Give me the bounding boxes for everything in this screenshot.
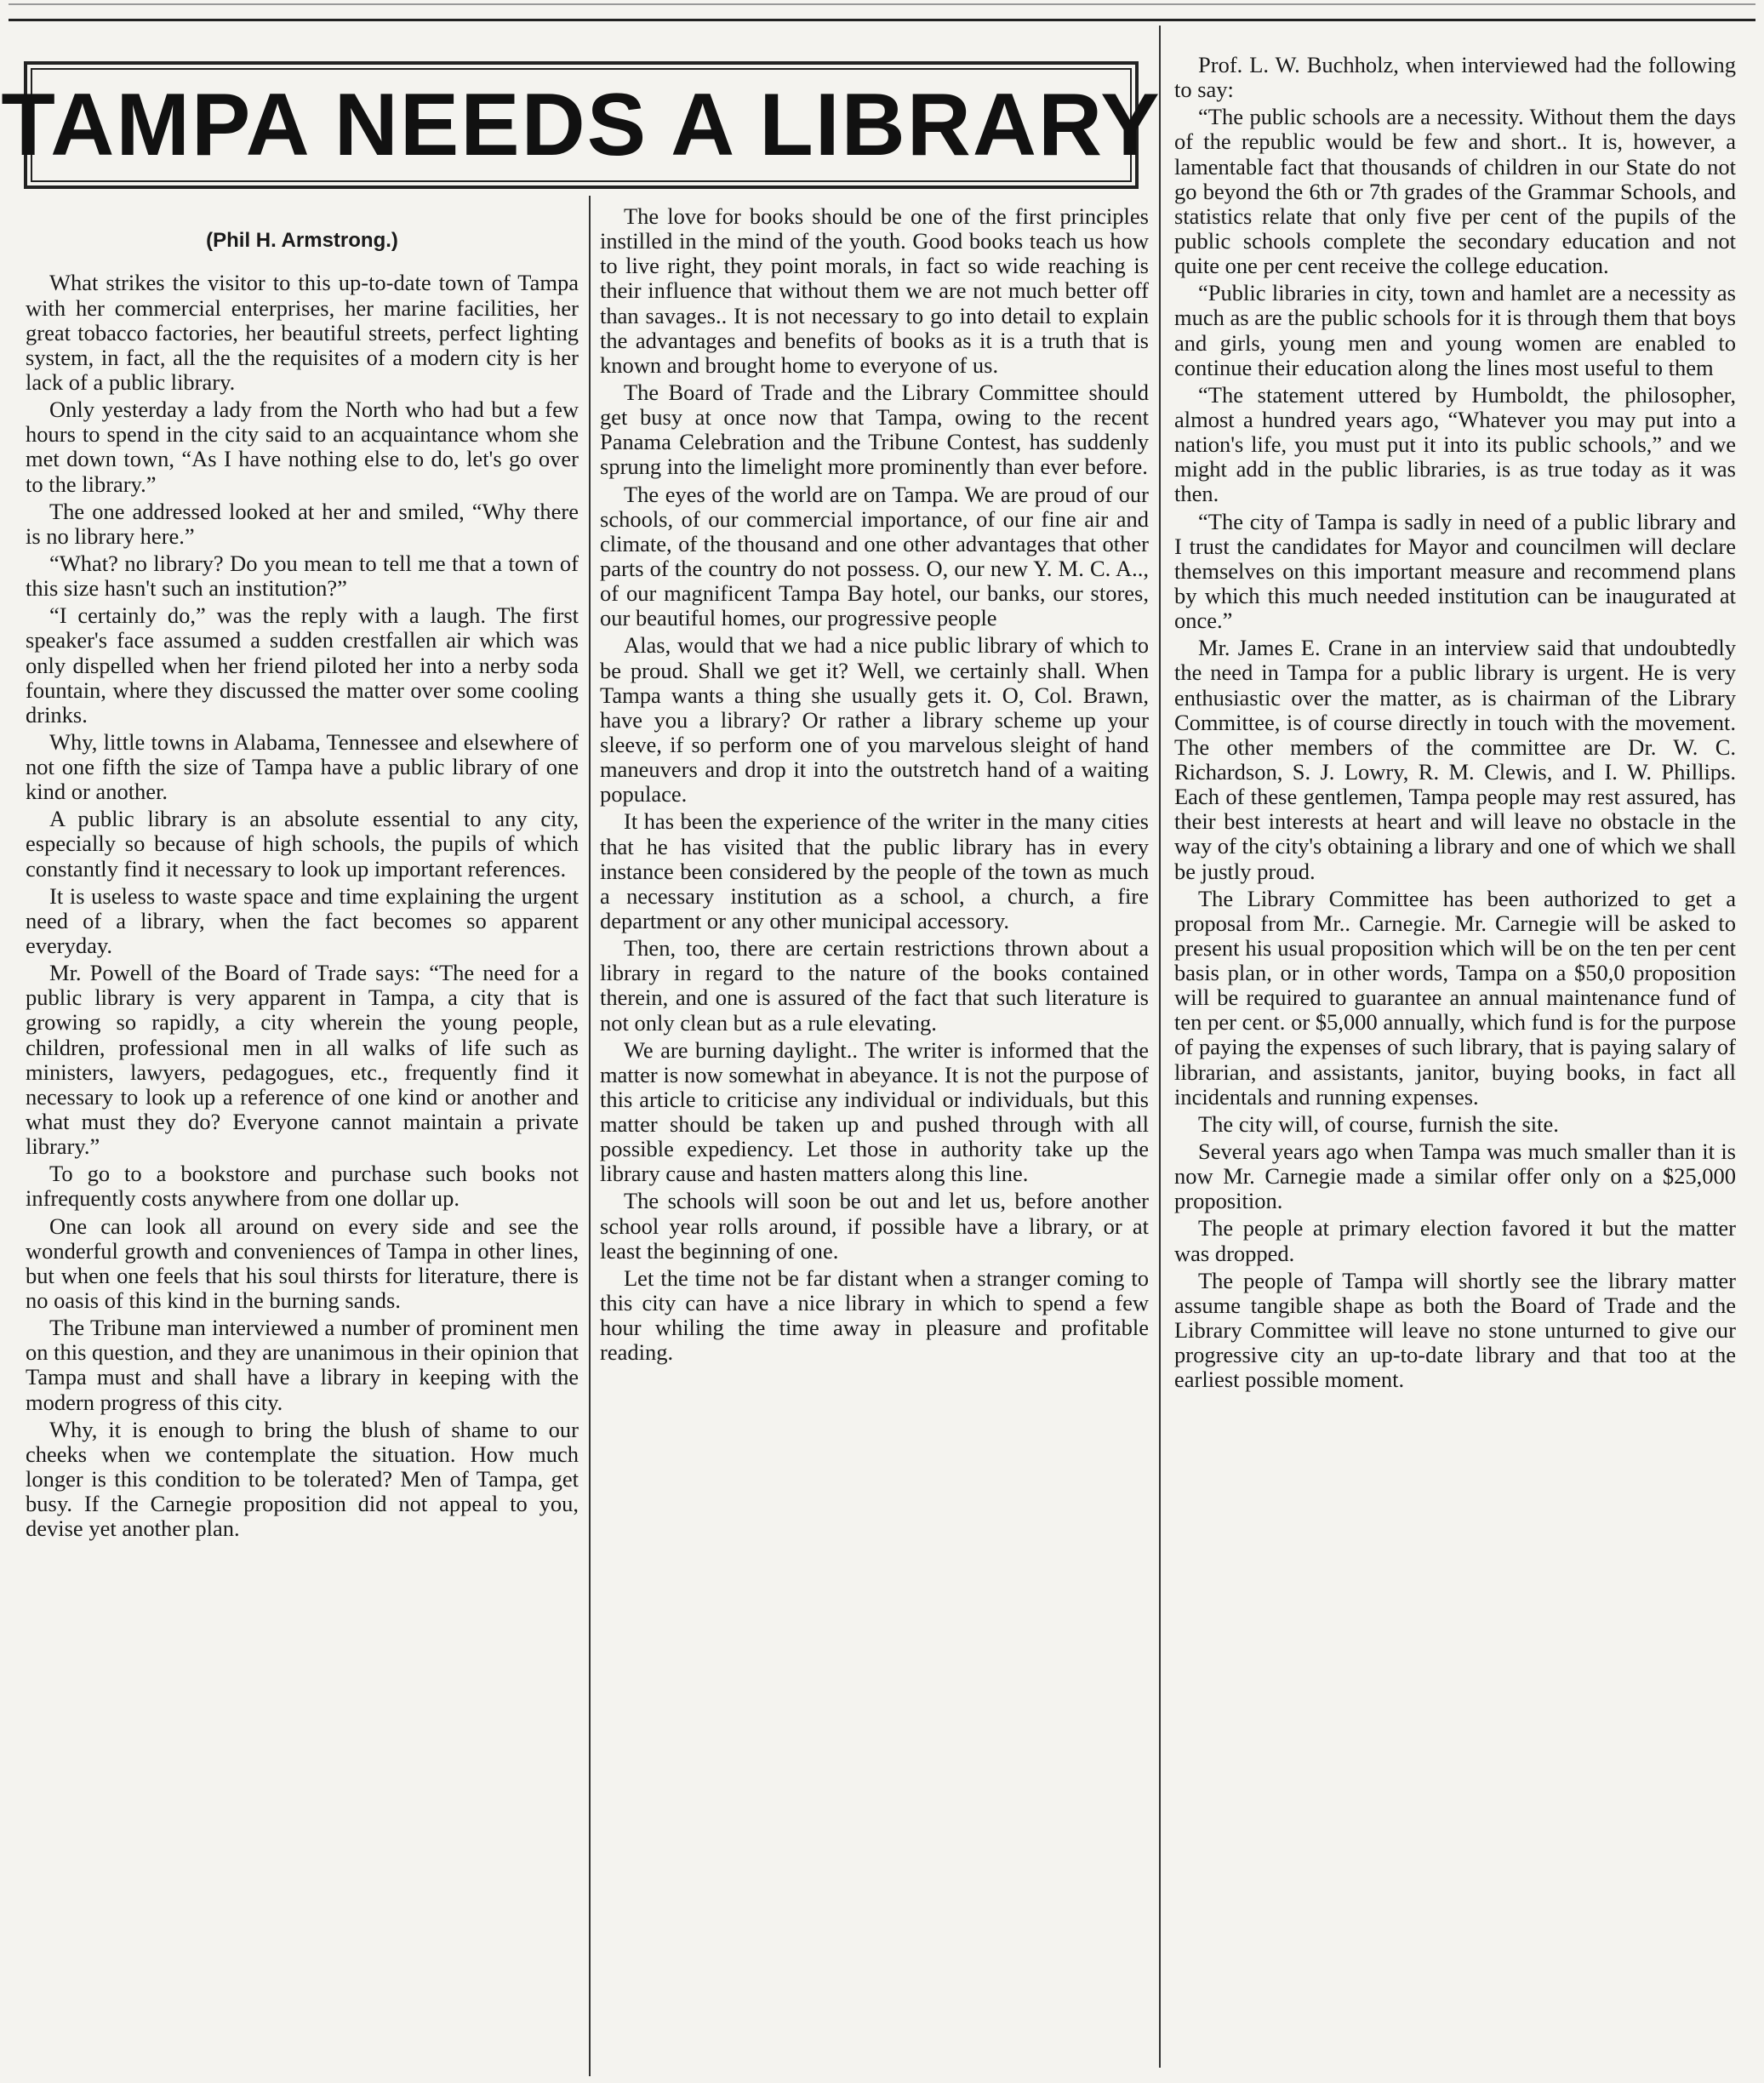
- paragraph: Let the time not be far distant when a stranger coming to this city can have a nice library in which to spend a few hour whiling the time away in pleasure and profitable reading.: [600, 1264, 1149, 1366]
- paragraph: “The statement uttered by Humboldt, the philosopher, almost a hundred years ago, “Whatever you may put into a nation's life, you must put it into its public schools,” and we might add in the public libraries, is as true today as it was then.: [1174, 381, 1736, 507]
- paragraph: The schools will soon be out and let us, before another school year rolls around, if possible have a library, or at least the beginning of one.: [600, 1188, 1149, 1264]
- paragraph: Why, little towns in Alabama, Tennessee and elsewhere of not one fifth the size of Tampa have a public library of one kind or another.: [26, 728, 579, 805]
- paragraph: One can look all around on every side and see the wonderful growth and conveniences of Tampa in other lines, but when one feels that his soul thirsts for literature, there is no oasis of this kind in the burning sands.: [26, 1213, 579, 1314]
- paragraph: It is useless to waste space and time explaining the urgent need of a library, when the fact becomes so apparent everyday.: [26, 882, 579, 959]
- headline-box: [1, 61, 1162, 189]
- article-column-2: [600, 204, 1149, 1923]
- paragraph: “The public schools are a necessity. Without them the days of the republic would be few and short.. It is, however, a lamentable fact that thousands of children in our State do not go beyond the 6th or 7th grades of the Grammar Schools, and statistics relate that only five per cent of the pupils of the public schools complete the secondary education and not quite one per cent receive the college education.: [1174, 104, 1736, 279]
- byline: (Phil H. Armstrong.): [206, 229, 398, 252]
- paragraph: Mr. Powell of the Board of Trade says: “The need for a public library is very apparent in Tampa, a city that is growing so rapidly, a city wherein the young people, children, professional men in all walks of life such as ministers, lawyers, pedagogues, etc., frequently find it necessary to look up a reference of one kind or another and what must they do? Everyone cannot maintain a private library.”: [26, 960, 579, 1160]
- paragraph: We are burning daylight.. The writer is informed that the matter is now somewhat in abeyance. It is not the purpose of this article to criticise any individual or individuals, but this matter should be taken up and pushed through with all possible expediency. Let those in authority take up the library cause and hasten matters along this line.: [600, 1036, 1149, 1187]
- paragraph: To go to a bookstore and purchase such books not infrequently costs anywhere from one dollar up.: [26, 1161, 579, 1212]
- paragraph: The love for books should be one of the first principles instilled in the mind of the youth. Good books teach us how to live right, they point morals, in fact so wide reaching is their influence that without them we are not much better off than savages.. It is not necessary to go into detail to explain the advantages and benefits of books as it is a truth that is known and brought home to everyone of us.: [600, 204, 1149, 378]
- top-rule: [9, 19, 1755, 21]
- paragraph: Alas, would that we had a nice public library of which to be proud. Shall we get it? Well, we certainly shall. When Tampa wants a thing she usually gets it. O, Col. Brawn, have you a library? Or rather a library scheme up your sleeve, if so perform one of you marvelous sleight of hand maneuvers and drop it into the outstretch hand of a waiting populace.: [600, 632, 1149, 808]
- paragraph: Only yesterday a lady from the North who had but a few hours to spend in the city said to an acquaintance whom she met down town, “As I have nothing else to do, let's go over to the library.”: [26, 397, 579, 497]
- paragraph: The Library Committee has been authorized to get a proposal from Mr.. Carnegie. Mr. Carnegie will be asked to present his usual proposition which will be on the ten per cent basis plan, or in other words, Tampa on a $50,0 proposition will be required to guarantee an annual maintenance fund of ten per cent. or $5,000 annually, which fund is for the purpose of paying the expenses of such library, that is paying salary of librarian, and assistants, janitor, buying books, in fact all incidentals and running expenses.: [1174, 885, 1736, 1110]
- column-divider-right: [1159, 26, 1161, 2068]
- column-divider-left: [589, 196, 591, 2076]
- paragraph: The Tribune man interviewed a number of prominent men on this question, and they are unanimous in their opinion that Tampa must and shall have a library in keeping with the modern progress of this city.: [26, 1315, 579, 1415]
- paragraph: It has been the experience of the writer in the many cities that he has visited that the public library has in every instance been considered by the people of the town as much a necessary institution as a school, a church, a fire department or any other municipal accessory.: [600, 808, 1149, 933]
- top-rule-thin: [9, 3, 1755, 5]
- paragraph: Mr. James E. Crane in an interview said that undoubtedly the need in Tampa for a public library is urgent. He is very enthusiastic over the matter, as is chairman of the Library Committee, is of course directly in touch with the movement. The other members of the committee are Dr. W. C. Richardson, S. J. Lowry, R. M. Clewis, and I. W. Phillips. Each of these gentlemen, Tampa people may rest assured, has their best interests at heart and will leave no obstacle in the way of the city's obtaining a library and one of which we shall be justly proud.: [1174, 635, 1736, 884]
- paragraph: The eyes of the world are on Tampa. We are proud of our schools, of our commercial importance, of our fine air and climate, of the thousand and one other advantages that other parts of the country do not possess. O, our new Y. M. C. A.., of our magnificent Tampa Bay hotel, our banks, our stores, our beautiful homes, our progressive people: [600, 481, 1149, 631]
- paragraph: Then, too, there are certain restrictions thrown about a library in regard to the nature of the books contained therein, and one is assured of the fact that such literature is not only clean but as a rule elevating.: [600, 935, 1149, 1036]
- article-column-3: [1174, 53, 1736, 2044]
- paragraph: What strikes the visitor to this up-to-date town of Tampa with her commercial enterprises, her marine facilities, her great tobacco factories, her beautiful streets, perfect lighting system, in fact, all the the requisites of a modern city is her lack of a public library.: [26, 270, 579, 395]
- paragraph: “I certainly do,” was the reply with a laugh. The first speaker's face assumed a sudden crestfallen air which was only dispelled when her friend piloted her into a nerby soda fountain, where they discussed the matter over some cooling drinks.: [26, 602, 579, 728]
- paragraph: Prof. L. W. Buchholz, when interviewed had the following to say:: [1174, 53, 1736, 103]
- paragraph: “What? no library? Do you mean to tell me that a town of this size hasn't such an institution?”: [26, 550, 579, 602]
- paragraph: Why, it is enough to bring the blush of shame to our cheeks when we contemplate the situation. How much longer is this condition to be tolerated? Men of Tampa, get busy. If the Carnegie proposition did not appeal to you, devise yet another plan.: [26, 1416, 579, 1542]
- paragraph: Several years ago when Tampa was much smaller than it is now Mr. Carnegie made a similar offer only on a $25,000 proposition.: [1174, 1139, 1736, 1214]
- paragraph: The people at primary election favored it but the matter was dropped.: [1174, 1215, 1736, 1266]
- paragraph: The Board of Trade and the Library Committee should get busy at once now that Tampa, owing to the recent Panama Celebration and the Tribune Contest, has suddenly sprung into the limelight more prominently than ever before.: [600, 379, 1149, 480]
- paragraph: The one addressed looked at her and smiled, “Why there is no library here.”: [26, 498, 579, 549]
- paragraph: “Public libraries in city, town and hamlet are a necessity as much as are the public schools for it is through them that boys and girls, young men and young women are enabled to continue their education along the lines most useful to them: [1174, 280, 1736, 380]
- paragraph: The people of Tampa will shortly see the library matter assume tangible shape as both the Board of Trade and the Library Committee will leave no stone unturned to give our progressive city an up-to-date library and that too at the earliest possible moment.: [1174, 1267, 1736, 1393]
- paragraph: “The city of Tampa is sadly in need of a public library and I trust the candidates for Mayor and councilmen will declare themselves on this important measure and recommend plans by which this much needed institution can be inaugurated at once.”: [1174, 508, 1736, 634]
- article-column-1: [26, 204, 579, 2051]
- paragraph: A public library is an absolute essential to any city, especially so because of high schools, the pupils of which constantly find it necessary to look up important references.: [26, 806, 579, 882]
- paragraph: The city will, of course, furnish the site.: [1198, 1110, 1559, 1137]
- headline: TAMPA NEEDS A LIBRARY: [1, 75, 1162, 174]
